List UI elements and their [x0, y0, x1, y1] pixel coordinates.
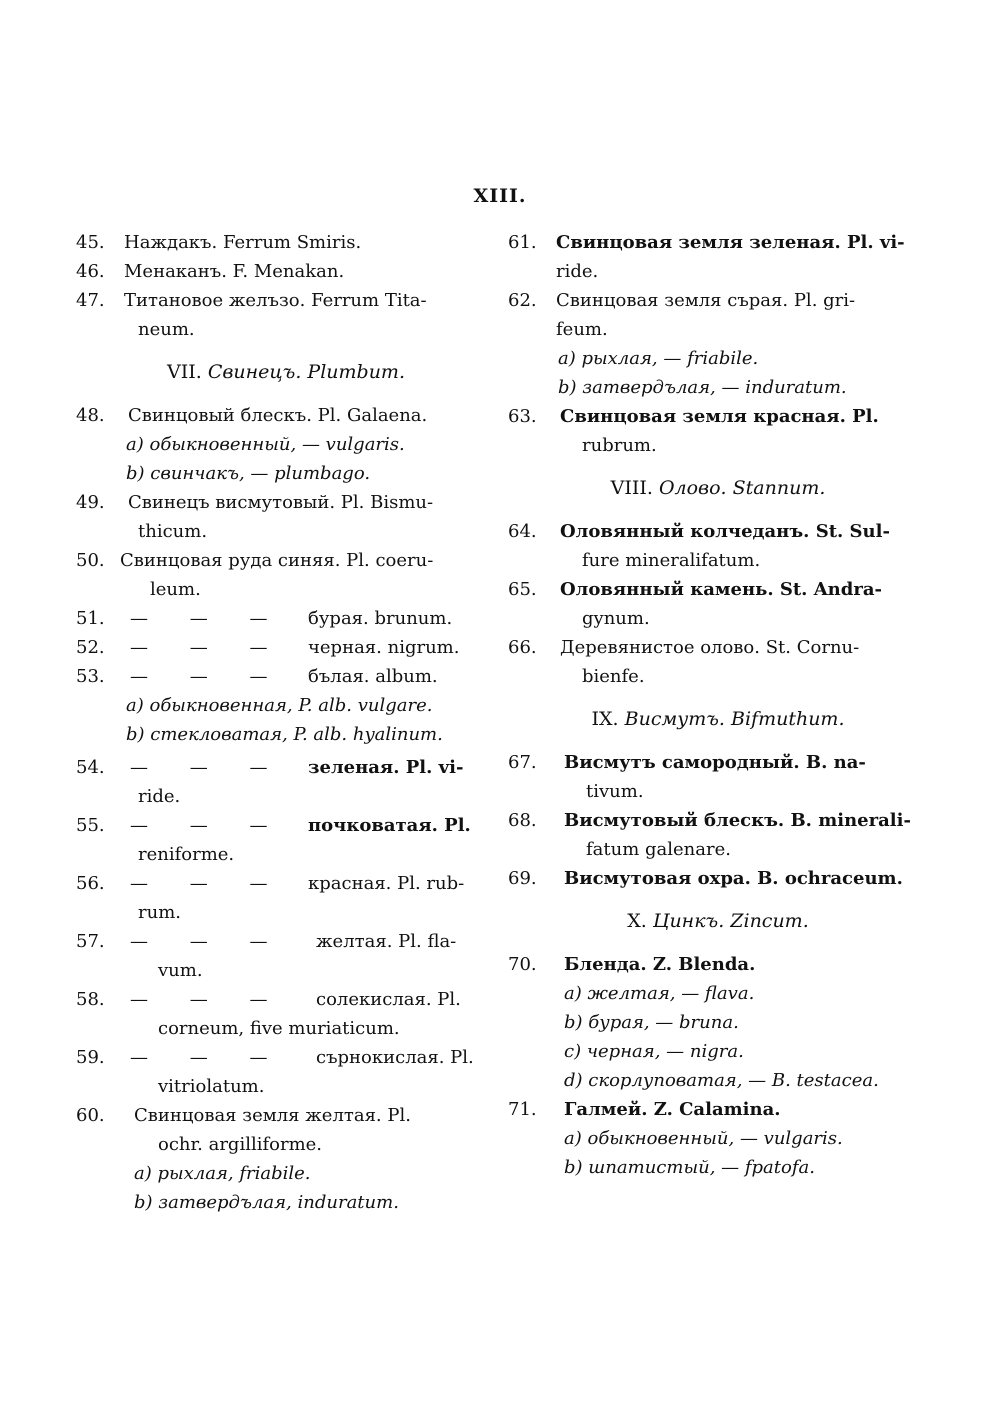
entry-text: красная. Pl. rub- [308, 873, 465, 894]
continuation-text: fure mineralifatum. [582, 550, 761, 571]
ditto-dashes: — — — [130, 757, 286, 778]
entry-text: Оловянный камень. St. Andra- [560, 579, 882, 600]
entry-71-variant-a [508, 1124, 928, 1153]
entry-45 [76, 228, 496, 257]
entry-64 [508, 517, 928, 546]
entry-46 [76, 257, 496, 286]
entry-60 [76, 1101, 496, 1130]
entry-number: 57. [76, 931, 105, 952]
entry-52 [76, 633, 496, 662]
entry-number: 49. [76, 492, 105, 513]
entry-63-continuation [508, 431, 928, 460]
entry-text: Оловянный колчеданъ. St. Sul- [560, 521, 890, 542]
continuation-text: corneum, five muriaticum. [158, 1018, 400, 1039]
continuation-text: leum. [150, 579, 201, 600]
entry-66-continuation [508, 662, 928, 691]
entry-text: Свинцовая земля желтая. Pl. [134, 1105, 411, 1126]
variant-text: a) рыхлая, friabile. [134, 1163, 311, 1184]
entry-number: 69. [508, 868, 537, 889]
entry-text: Деревянистое олово. St. Cornu- [560, 637, 860, 658]
entry-53-variant-b [76, 720, 496, 749]
entry-54 [76, 753, 496, 782]
section-roman: IX. [591, 708, 619, 730]
variant-text: b) шпатистый, — fpatofa. [564, 1157, 815, 1178]
entry-number: 67. [508, 752, 537, 773]
entry-number: 58. [76, 989, 105, 1010]
entry-64-continuation [508, 546, 928, 575]
continuation-text: fatum galenare. [586, 839, 731, 860]
continuation-text: thicum. [138, 521, 208, 542]
entry-62-variant-b [508, 373, 928, 402]
entry-number: 50. [76, 550, 105, 571]
entry-text: Свинцовый блескъ. Pl. Galaena. [128, 405, 428, 426]
continuation-text: ride. [556, 261, 599, 282]
entry-text: почковатая. Pl. [308, 815, 471, 836]
entry-61 [508, 228, 928, 257]
entry-67 [508, 748, 928, 777]
continuation-text: vitriolatum. [158, 1076, 265, 1097]
entry-number: 64. [508, 521, 537, 542]
entry-60-variant-b [76, 1188, 496, 1217]
continuation-text: reniforme. [138, 844, 235, 865]
continuation-text: vum. [158, 960, 203, 981]
entry-text: Наждакъ. Ferrum Smiris. [124, 232, 362, 253]
entry-number: 63. [508, 406, 537, 427]
entry-number: 68. [508, 810, 537, 831]
entry-55-continuation [76, 840, 496, 869]
entry-48 [76, 401, 496, 430]
ditto-dashes: — — — [130, 666, 286, 687]
variant-text: b) затвердълая, induratum. [134, 1192, 399, 1213]
entry-57-continuation [76, 956, 496, 985]
entry-text: бурая. brunum. [308, 608, 453, 629]
entry-number: 45. [76, 232, 105, 253]
entry-70 [508, 950, 928, 979]
entry-53 [76, 662, 496, 691]
variant-text: b) свинчакъ, — plumbago. [126, 463, 371, 484]
entry-text: Титановое желъзо. Ferrum Tita- [124, 290, 427, 311]
variant-text: a) желтая, — flava. [564, 983, 755, 1004]
ditto-dashes: — — — [130, 1047, 286, 1068]
entry-57 [76, 927, 496, 956]
continuation-text: gynum. [582, 608, 650, 629]
left-column [76, 228, 496, 1217]
entry-number: 46. [76, 261, 105, 282]
entry-53-variant-a [76, 691, 496, 720]
entry-48-variant-b [76, 459, 496, 488]
continuation-text: bienfe. [582, 666, 645, 687]
entry-text: Свинцовая земля сърая. Pl. gri- [556, 290, 856, 311]
entry-number: 47. [76, 290, 105, 311]
entry-text: Висмутовый блескъ. B. minerali- [564, 810, 911, 831]
section-heading-bismuthum [508, 705, 928, 734]
entry-number: 70. [508, 954, 537, 975]
variant-text: b) затвердълая, — induratum. [558, 377, 847, 398]
variant-text: d) скорлуповатая, — B. testacea. [564, 1070, 879, 1091]
continuation-text: rubrum. [582, 435, 657, 456]
entry-51 [76, 604, 496, 633]
entry-65 [508, 575, 928, 604]
entry-62-variant-a [508, 344, 928, 373]
section-title: Цинкъ. Zincum. [652, 910, 809, 932]
entry-text: черная. nigrum. [308, 637, 460, 658]
entry-text: Свинцовая земля зеленая. Pl. vi- [556, 232, 905, 253]
entry-61-continuation [508, 257, 928, 286]
entry-49 [76, 488, 496, 517]
entry-text: желтая. Pl. fla- [316, 931, 457, 952]
entry-text: Бленда. Z. Blenda. [564, 954, 756, 975]
entry-text: солекислая. Pl. [316, 989, 461, 1010]
entry-text: бълая. album. [308, 666, 438, 687]
entry-63 [508, 402, 928, 431]
entry-text: Менаканъ. F. Menakan. [124, 261, 345, 282]
entry-text: Галмей. Z. Calamina. [564, 1099, 781, 1120]
entry-50-continuation [76, 575, 496, 604]
entry-71 [508, 1095, 928, 1124]
entry-number: 48. [76, 405, 105, 426]
entry-48-variant-a [76, 430, 496, 459]
variant-text: c) черная, — nigra. [564, 1041, 744, 1062]
section-heading-plumbum [76, 358, 496, 387]
entry-49-continuation [76, 517, 496, 546]
section-roman: X. [627, 910, 647, 932]
entry-50 [76, 546, 496, 575]
entry-58 [76, 985, 496, 1014]
entry-number: 66. [508, 637, 537, 658]
entry-70-variant-c [508, 1037, 928, 1066]
section-heading-zincum [508, 907, 928, 936]
entry-text: Свинецъ висмутовый. Pl. Bismu- [128, 492, 434, 513]
entry-54-continuation [76, 782, 496, 811]
ditto-dashes: — — — [130, 815, 286, 836]
entry-60-continuation [76, 1130, 496, 1159]
entry-59 [76, 1043, 496, 1072]
continuation-text: tivum. [586, 781, 644, 802]
entry-55 [76, 811, 496, 840]
entry-text: сърнокислая. Pl. [316, 1047, 474, 1068]
continuation-text: neum. [138, 319, 195, 340]
entry-68 [508, 806, 928, 835]
section-roman: VIII. [610, 477, 653, 499]
entry-number: 60. [76, 1105, 105, 1126]
entry-number: 53. [76, 666, 105, 687]
entry-number: 51. [76, 608, 105, 629]
entry-70-variant-b [508, 1008, 928, 1037]
page-number: XIII. [473, 185, 527, 207]
entry-71-variant-b [508, 1153, 928, 1182]
variant-text: a) обыкновенный, — vulgaris. [126, 434, 405, 455]
entry-number: 61. [508, 232, 537, 253]
section-title: Олово. Stannum. [658, 477, 826, 499]
entry-number: 65. [508, 579, 537, 600]
entry-text: Свинцовая руда синяя. Pl. coeru- [120, 550, 434, 571]
section-title: Висмутъ. Bifmuthum. [624, 708, 845, 730]
ditto-dashes: — — — [130, 873, 286, 894]
entry-text: Висмутъ самородный. B. na- [564, 752, 866, 773]
entry-60-variant-a [76, 1159, 496, 1188]
entry-text: Висмутовая охра. B. ochraceum. [564, 868, 903, 889]
ditto-dashes: — — — [130, 989, 286, 1010]
entry-70-variant-d [508, 1066, 928, 1095]
entry-47-continuation [76, 315, 496, 344]
entry-text: зеленая. Pl. vi- [308, 757, 464, 778]
entry-70-variant-a [508, 979, 928, 1008]
entry-67-continuation [508, 777, 928, 806]
variant-text: b) стекловатая, P. alb. hyalinum. [126, 724, 443, 745]
variant-text: a) рыхлая, — friabile. [558, 348, 759, 369]
continuation-text: ride. [138, 786, 181, 807]
section-roman: VII. [167, 361, 202, 383]
entry-number: 59. [76, 1047, 105, 1068]
entry-text: Свинцовая земля красная. Pl. [560, 406, 879, 427]
entry-number: 62. [508, 290, 537, 311]
entry-47 [76, 286, 496, 315]
ditto-dashes: — — — [130, 931, 286, 952]
section-heading-stannum [508, 474, 928, 503]
entry-59-continuation [76, 1072, 496, 1101]
entry-62 [508, 286, 928, 315]
entry-number: 71. [508, 1099, 537, 1120]
entry-number: 54. [76, 757, 105, 778]
entry-58-continuation [76, 1014, 496, 1043]
entry-62-continuation [508, 315, 928, 344]
ditto-dashes: — — — [130, 637, 286, 658]
entry-number: 56. [76, 873, 105, 894]
ditto-dashes: — — — [130, 608, 286, 629]
entry-66 [508, 633, 928, 662]
entry-56-continuation [76, 898, 496, 927]
entry-69 [508, 864, 928, 893]
right-column [508, 228, 928, 1182]
entry-56 [76, 869, 496, 898]
continuation-text: feum. [556, 319, 608, 340]
variant-text: a) обыкновенный, — vulgaris. [564, 1128, 843, 1149]
entry-65-continuation [508, 604, 928, 633]
entry-68-continuation [508, 835, 928, 864]
variant-text: a) обыкновенная, P. alb. vulgare. [126, 695, 433, 716]
section-title: Свинецъ. Plumbum. [207, 361, 405, 383]
entry-number: 52. [76, 637, 105, 658]
variant-text: b) бурая, — bruna. [564, 1012, 739, 1033]
entry-number: 55. [76, 815, 105, 836]
continuation-text: rum. [138, 902, 181, 923]
continuation-text: ochr. argilliforme. [158, 1134, 323, 1155]
